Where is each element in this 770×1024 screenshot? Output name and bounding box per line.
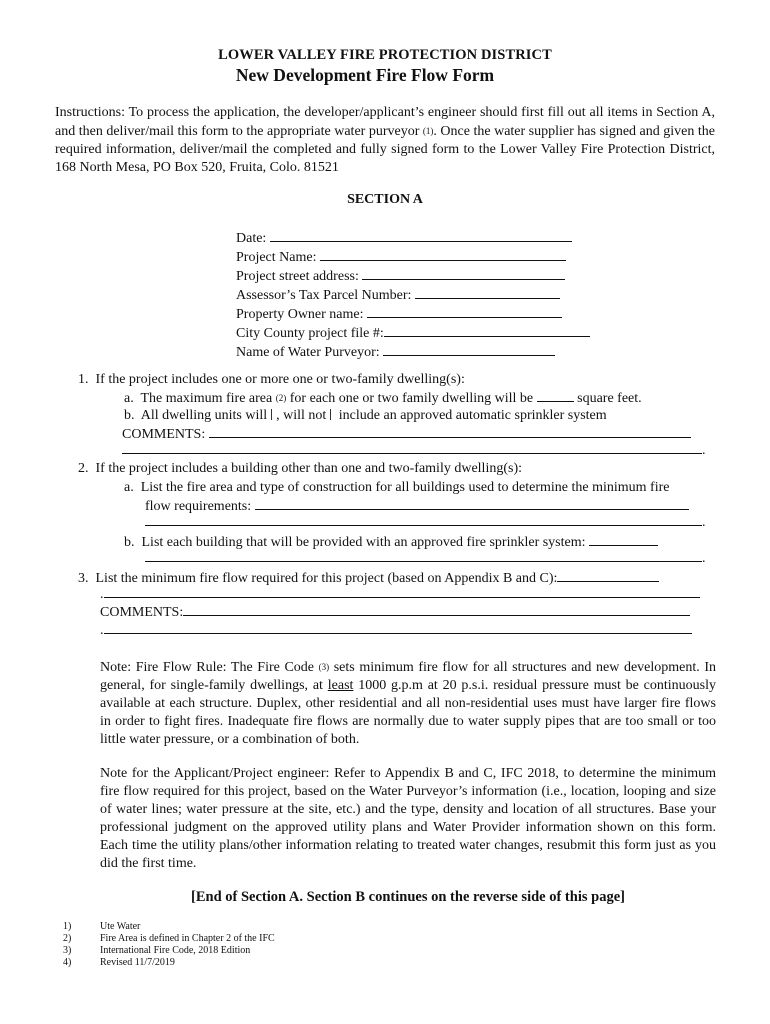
instructions-paragraph [55,104,715,177]
footnote-ref-2: (2) [275,393,287,403]
q2-text: If the project includes a building other than one and two-family dwelling(s): [95,461,522,476]
q1b-text-3: include an approved automatic sprinkler system [338,408,607,423]
purveyor-field [236,343,590,362]
footnote-number: 4) [63,957,72,968]
owner-name-field [236,305,590,324]
q1a-text-1: The maximum fire area [140,391,273,406]
fire-area-line[interactable] [537,389,574,402]
note1-text-1: Note: Fire Flow Rule: The Fire Code [100,660,314,675]
instructions-text-2: . Once the water supplier has signed and given the required information, deliver/mail the completed and fully signed form to the Lower Valley Fire Protection District, 168 North Mesa, PO Box 520, Fruita, Colo. 81521 [55,124,715,175]
q3-comments-line-2[interactable] [104,621,692,634]
q2b-label: b. [124,535,135,550]
q1-comments-continuation: . [122,441,706,460]
q2b-input-line-2[interactable] [145,549,702,562]
fire-flow-rule-note [100,658,716,749]
project-file-line[interactable] [384,324,590,337]
q1-number: 1. [78,372,89,387]
note1-least: least [327,678,354,693]
footnote-text: Fire Area is defined in Chapter 2 of the IFC [100,933,275,944]
q2a-continuation: . [145,513,706,532]
q3-comments-line [100,603,690,622]
q3-input-line[interactable] [557,569,659,582]
will-not-checkbox[interactable] [330,409,331,420]
purveyor-line[interactable] [383,343,555,356]
q3-text: List the minimum fire flow required for this project (based on Appendix B and C): [95,571,558,586]
street-address-label: Project street address: [236,269,359,284]
engineer-note: Note for the Applicant/Project engineer: Refer to Appendix B and C, IFC 2018, to determine the minimum fire flow required for this project, based on the Water Purveyor’s information (i.e., location, looping and size of water lines; water pressure at the site, etc.) and the type, density and location of all structures. Base your professional judgment on the approved utility plans and Water Provider information shown on this form. Each time the utility plans/other information relating to treated water changes, resubmit this form just as you did the first time. [100,766,716,871]
footnote-number: 1) [63,921,72,932]
q1-text: If the project includes one or more one or two-family dwelling(s): [95,372,465,387]
parcel-number-field [236,286,590,305]
q1b-label: b. [124,408,135,423]
project-name-label: Project Name: [236,250,317,265]
footnote-text: International Fire Code, 2018 Edition [100,945,251,956]
project-file-label: City County project file #: [236,326,384,341]
note1-text-3: 1000 g.p.m at 20 p.s.i. residual pressure must be continuously available at each structure. Duplex, other residential and all non-residential uses must have larger fire flows in order to fight fires. Inadequate fire flows are normally due to water supply pipes that are too small or too little water pressure, or a combination of both. [100,678,717,747]
q2a-input-line[interactable] [255,497,689,510]
q1a-line [124,389,642,408]
q1-comments-input-line[interactable] [209,425,691,438]
street-address-field [236,267,590,286]
section-a-fields [236,229,590,362]
footnote-item [63,933,275,945]
footnote-item [63,957,275,969]
q3-number: 3. [78,571,89,586]
q3-comments-continuation: . [100,621,692,640]
q1-line [78,371,465,389]
purveyor-label: Name of Water Purveyor: [236,345,380,360]
q2a-line [124,479,669,497]
section-a-heading: SECTION A [347,192,423,207]
footnote-item [63,921,275,933]
footnote-ref-1: (1) [422,126,434,136]
q2-line [78,460,522,478]
q1-comments-label: COMMENTS: [122,427,206,442]
parcel-number-line[interactable] [415,286,560,299]
end-of-section-a: [End of Section A. Section B continues on the reverse side of this page] [191,889,625,905]
project-name-line[interactable] [320,248,566,261]
q3-comments-label: COMMENTS: [100,605,184,620]
q3-continuation: . [100,585,700,604]
q2b-text: List each building that will be provided with an approved fire sprinkler system: [141,535,586,550]
footnote-number: 3) [63,945,72,956]
q2b-input-line[interactable] [589,533,658,546]
q2-number: 2. [78,461,89,476]
q3-comments-input-line[interactable] [183,603,690,616]
q2a-text-1: List the fire area and type of construction for all buildings used to determine the minimum fire [140,480,670,495]
q1b-line [124,407,607,425]
will-checkbox[interactable] [271,409,272,420]
footnotes [63,921,275,969]
owner-name-label: Property Owner name: [236,307,364,322]
q1-comments-line-2[interactable] [122,441,702,454]
org-name: LOWER VALLEY FIRE PROTECTION DISTRICT [218,47,552,63]
q3-input-line-2[interactable] [104,585,700,598]
owner-name-line[interactable] [367,305,562,318]
footnote-item [63,945,275,957]
date-field [236,229,590,248]
q1a-label: a. [124,391,134,406]
q1b-text-2: , will not [276,408,327,423]
q1a-text-3: square feet. [577,391,642,406]
q2a-label: a. [124,480,134,495]
parcel-number-label: Assessor’s Tax Parcel Number: [236,288,412,303]
q2b-continuation: . [145,549,706,568]
q2a-text-2: flow requirements: [145,499,252,514]
date-line[interactable] [270,229,572,242]
form-title: New Development Fire Flow Form [235,65,495,85]
project-file-field [236,324,590,343]
q2a-input-line-2[interactable] [145,513,702,526]
project-name-field [236,248,590,267]
street-address-line[interactable] [362,267,565,280]
footnote-text: Ute Water [100,921,141,932]
footnote-text: Revised 11/7/2019 [100,957,175,968]
note1-text-2: sets minimum fire flow for all structures and new development. In general, for single-family dwellings, at [100,660,717,693]
q1b-text-1: All dwelling units will [140,408,268,423]
instructions-text-1: Instructions: To process the application, the developer/applicant’s engineer should first fill out all items in Section A, and then deliver/mail this form to the appropriate water purveyor [55,105,715,139]
footnote-ref-3: (3) [318,662,330,672]
footnote-number: 2) [63,933,72,944]
q1a-text-2: for each one or two family dwelling will be [289,391,534,406]
date-label: Date: [236,231,267,246]
